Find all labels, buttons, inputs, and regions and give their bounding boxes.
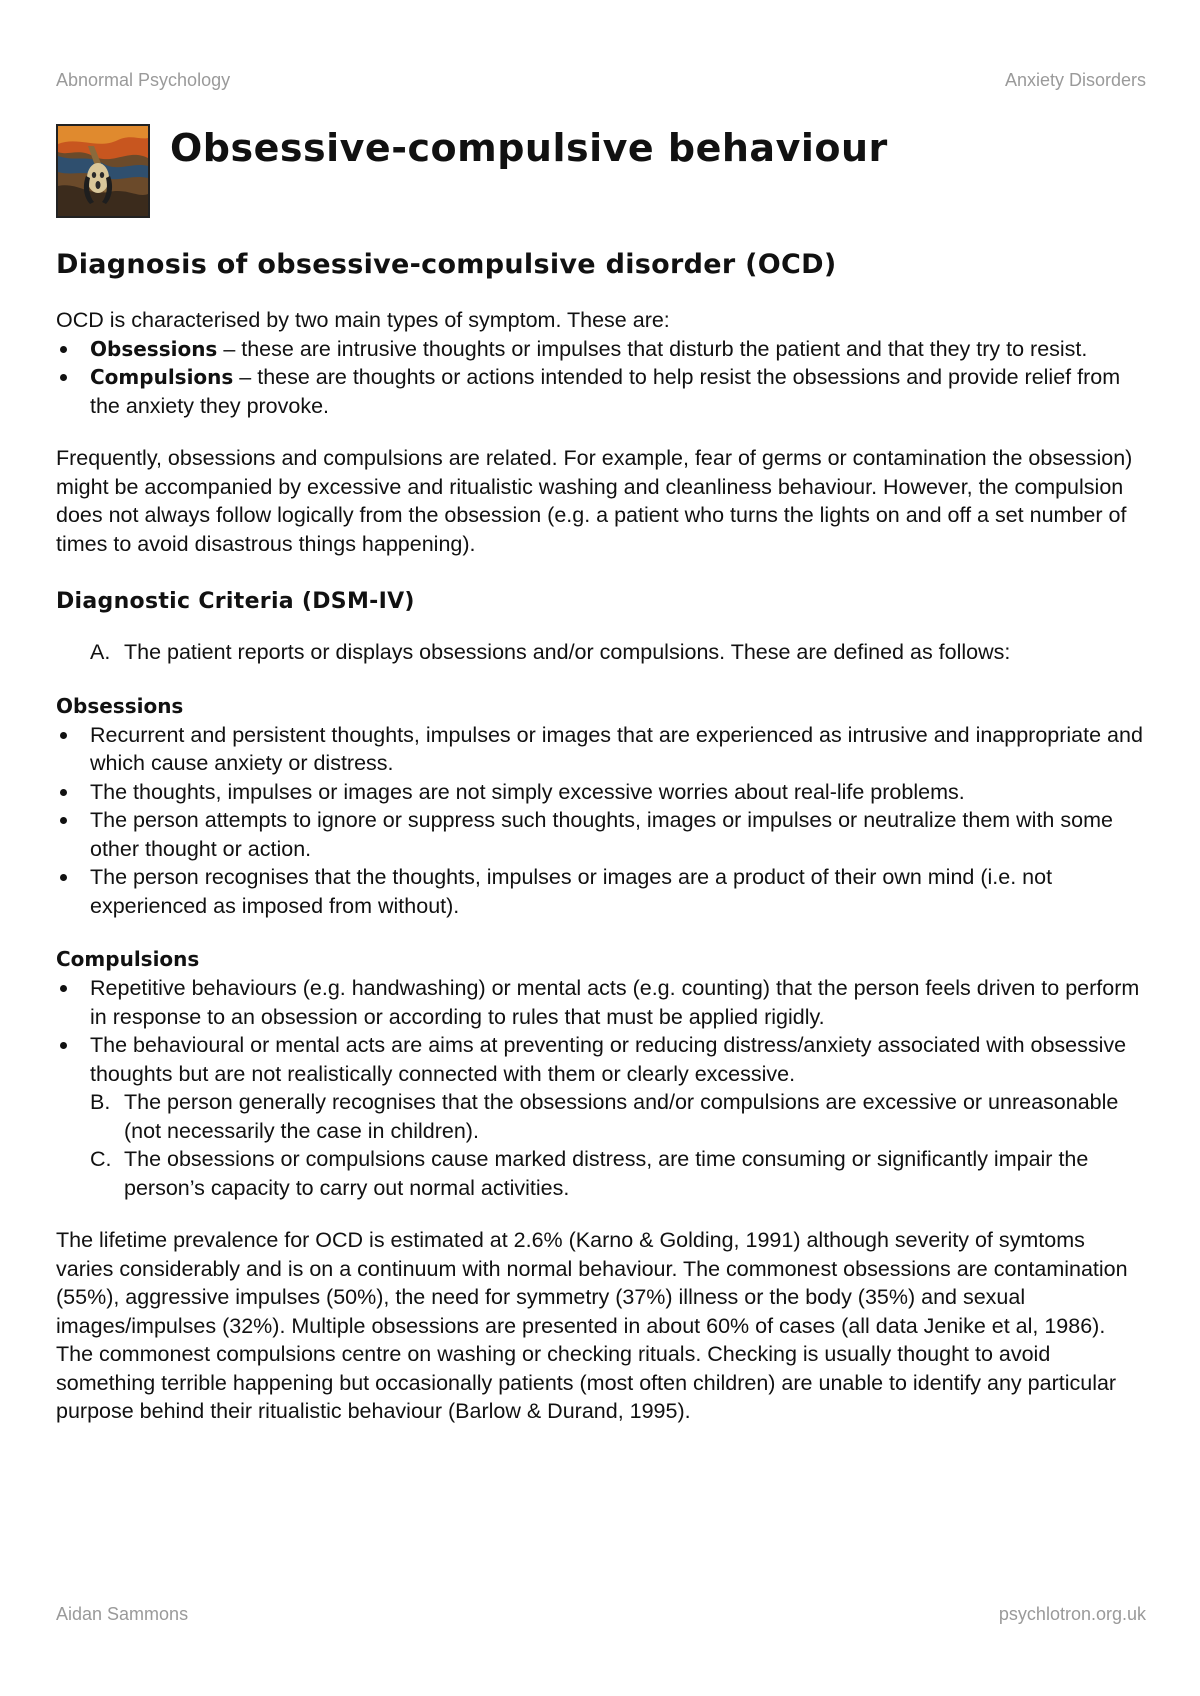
prevalence-paragraph: The lifetime prevalence for OCD is estimated at 2.6% (Karno & Golding, 1991) although severity of symtoms varies considerably and is on a continuum with normal behaviour. The commonest obsessions are contamination (55%), aggressive impulses (50%), the need for symmetry (37%) illness or the body (35%) and sexual images/impulses (32%). Multiple obsessions are presented in about 60% of cases (all data Jenike et al, 1986). The commonest compulsions centre on washing or checking rituals. Checking is usually thought to avoid something terrible happening but occasionally patients (most often children) are unable to identify any particular purpose behind their ritualistic behaviour (Barlow & Durand, 1995).: [56, 1228, 1128, 1423]
criterion-c: [56, 1145, 1146, 1202]
term-obsessions: Obsessions: [90, 336, 218, 361]
running-footer: [56, 1604, 1146, 1625]
criterion-marker: C.: [90, 1147, 112, 1171]
symptom-list: [56, 335, 1146, 421]
term-compulsions: Compulsions: [90, 365, 234, 389]
criterion-marker: B.: [90, 1090, 111, 1114]
header-topic: Anxiety Disorders: [1004, 70, 1146, 90]
list-item-compulsions: [56, 363, 1146, 420]
section-heading-diagnosis: Diagnosis of obsessive-compulsive disorder (OCD): [56, 249, 837, 280]
criteria-list-a: [56, 638, 1146, 667]
footer-author: Aidan Sammons: [56, 1604, 189, 1624]
criterion-text: The obsessions or compulsions cause marked distress, are time consuming or significantly impair the person’s capacity to carry out normal activities.: [124, 1147, 1089, 1200]
document-title: Obsessive-compulsive behaviour: [170, 126, 888, 170]
list-item: The thoughts, impulses or images are not simply excessive worries about real-life problems.: [56, 778, 1146, 807]
document-body: [56, 248, 1146, 1426]
definition-obsessions: – these are intrusive thoughts or impulses that disturb the patient and that they try to resist.: [217, 336, 1088, 361]
criteria-list-bc: [56, 1088, 1146, 1202]
criterion-a: [56, 638, 1146, 667]
list-item-obsessions: [56, 335, 1146, 364]
scream-painting-image: [56, 124, 150, 218]
criterion-marker: A.: [90, 640, 111, 664]
obsessions-list: [56, 721, 1146, 921]
running-header: [56, 70, 1146, 91]
list-item: Repetitive behaviours (e.g. handwashing) or mental acts (e.g. counting) that the person feels driven to perform in response to an obsession or according to rules that must be applied rigidly.: [56, 974, 1146, 1031]
heading-compulsions: Compulsions: [56, 947, 200, 971]
list-item: The person attempts to ignore or suppress such thoughts, images or impulses or neutralize them with some other thought or action.: [56, 806, 1146, 863]
intro-paragraph: OCD is characterised by two main types of symptom. These are:: [56, 308, 670, 332]
document-page: [56, 0, 1146, 1696]
list-item: Recurrent and persistent thoughts, impulses or images that are experienced as intrusive and inappropriate and which cause anxiety or distress.: [56, 721, 1146, 778]
criterion-text: The patient reports or displays obsessions and/or compulsions. These are defined as follows:: [124, 640, 1011, 664]
criterion-text: The person generally recognises that the obsessions and/or compulsions are excessive or unreasonable (not necessarily the case in children).: [124, 1090, 1119, 1143]
footer-website: psychlotron.org.uk: [998, 1604, 1146, 1624]
compulsions-list: [56, 974, 1146, 1088]
heading-obsessions: Obsessions: [56, 693, 184, 718]
relation-paragraph: Frequently, obsessions and compulsions are related. For example, fear of germs or contamination the obsession) might be accompanied by excessive and ritualistic washing and cleanliness behaviour. However, the compulsion does not always follow logically from the obsession (e.g. a patient who turns the lights on and off a set number of times to avoid disastrous things happening).: [56, 446, 1133, 556]
header-course: Abnormal Psychology: [56, 70, 231, 90]
title-row: [56, 124, 888, 218]
list-item: The person recognises that the thoughts, impulses or images are a product of their own mind (i.e. not experienced as imposed from without).: [56, 863, 1146, 920]
definition-compulsions: – these are thoughts or actions intended to help resist the obsessions and provide relief from the anxiety they provoke.: [90, 365, 1121, 418]
section-heading-criteria: Diagnostic Criteria (DSM-IV): [56, 589, 415, 614]
criterion-b: [56, 1088, 1146, 1145]
list-item: The behavioural or mental acts are aims at preventing or reducing distress/anxiety associated with obsessive thoughts but are not realistically connected with them or clearly excessive.: [56, 1031, 1146, 1088]
